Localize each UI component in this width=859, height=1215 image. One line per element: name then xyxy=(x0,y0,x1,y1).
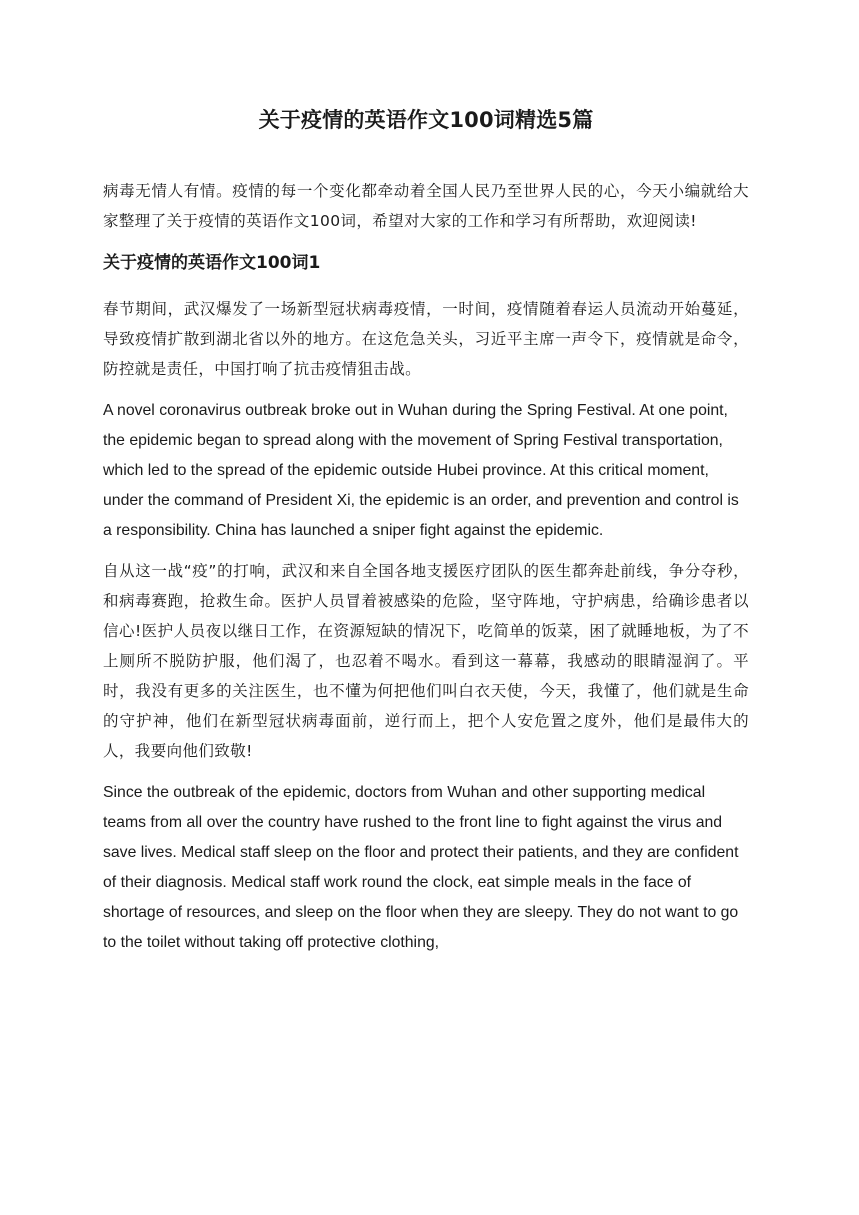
intro-paragraph: 病毒无情人有情。疫情的每一个变化都牵动着全国人民乃至世界人民的心，今天小编就给大家整理了关于疫情的英语作文100词，希望对大家的工作和学习有所帮助，欢迎阅读! xyxy=(103,182,749,230)
section-heading-1: 关于疫情的英语作文100词1 xyxy=(103,253,321,273)
paragraph-cn-2: 自从这一战“疫”的打响，武汉和来自全国各地支援医疗团队的医生都奔赴前线，争分夺秒，和病毒赛跑，抢救生命。医护人员冒着被感染的危险，坚守阵地，守护病患，给确诊患者以信心!医护人员夜以继日工作，在资源短缺的情况下，吃简单的饭菜，困了就睡地板，为了不上厕所不脱防护服，他们渴了，也忍着不喝水。看到这一幕幕，我感动的眼睛湿润了。平时，我没有更多的关注医生，也不懂为何把他们叫白衣天使，今天，我懂了，他们就是生命的守护神，他们在新型冠状病毒面前，逆行而上，把个人安危置之度外，他们是最伟大的人，我要向他们致敬! xyxy=(103,562,749,760)
paragraph-en-2: Since the outbreak of the epidemic, doctors from Wuhan and other supporting medical teams from all over the country have rushed to the front line to fight against the virus and save lives. Medical staff sleep on the floor and protect their patients, and they are confident of their diagnosis. Medical staff work round the clock, eat simple meals in the face of shortage of resources, and sleep on the floor when they are sleepy. They do not want to go to the toilet without taking off protective clothing, xyxy=(103,784,739,951)
paragraph-en-1: A novel coronavirus outbreak broke out in Wuhan during the Spring Festival. At one point, the epidemic began to spread along with the movement of Spring Festival transportation, which led to the spread of the epidemic outside Hubei province. At this critical moment, under the command of President Xi, the epidemic is an order, and prevention and control is a responsibility. China has launched a sniper fight against the epidemic. xyxy=(103,402,739,539)
paragraph-cn-1: 春节期间，武汉爆发了一场新型冠状病毒疫情，一时间，疫情随着春运人员流动开始蔓延，导致疫情扩散到湖北省以外的地方。在这危急关头，习近平主席一声令下，疫情就是命令，防控就是责任，中国打响了抗击疫情狙击战。 xyxy=(103,300,749,378)
document-title: 关于疫情的英语作文100词精选5篇 xyxy=(258,108,594,132)
